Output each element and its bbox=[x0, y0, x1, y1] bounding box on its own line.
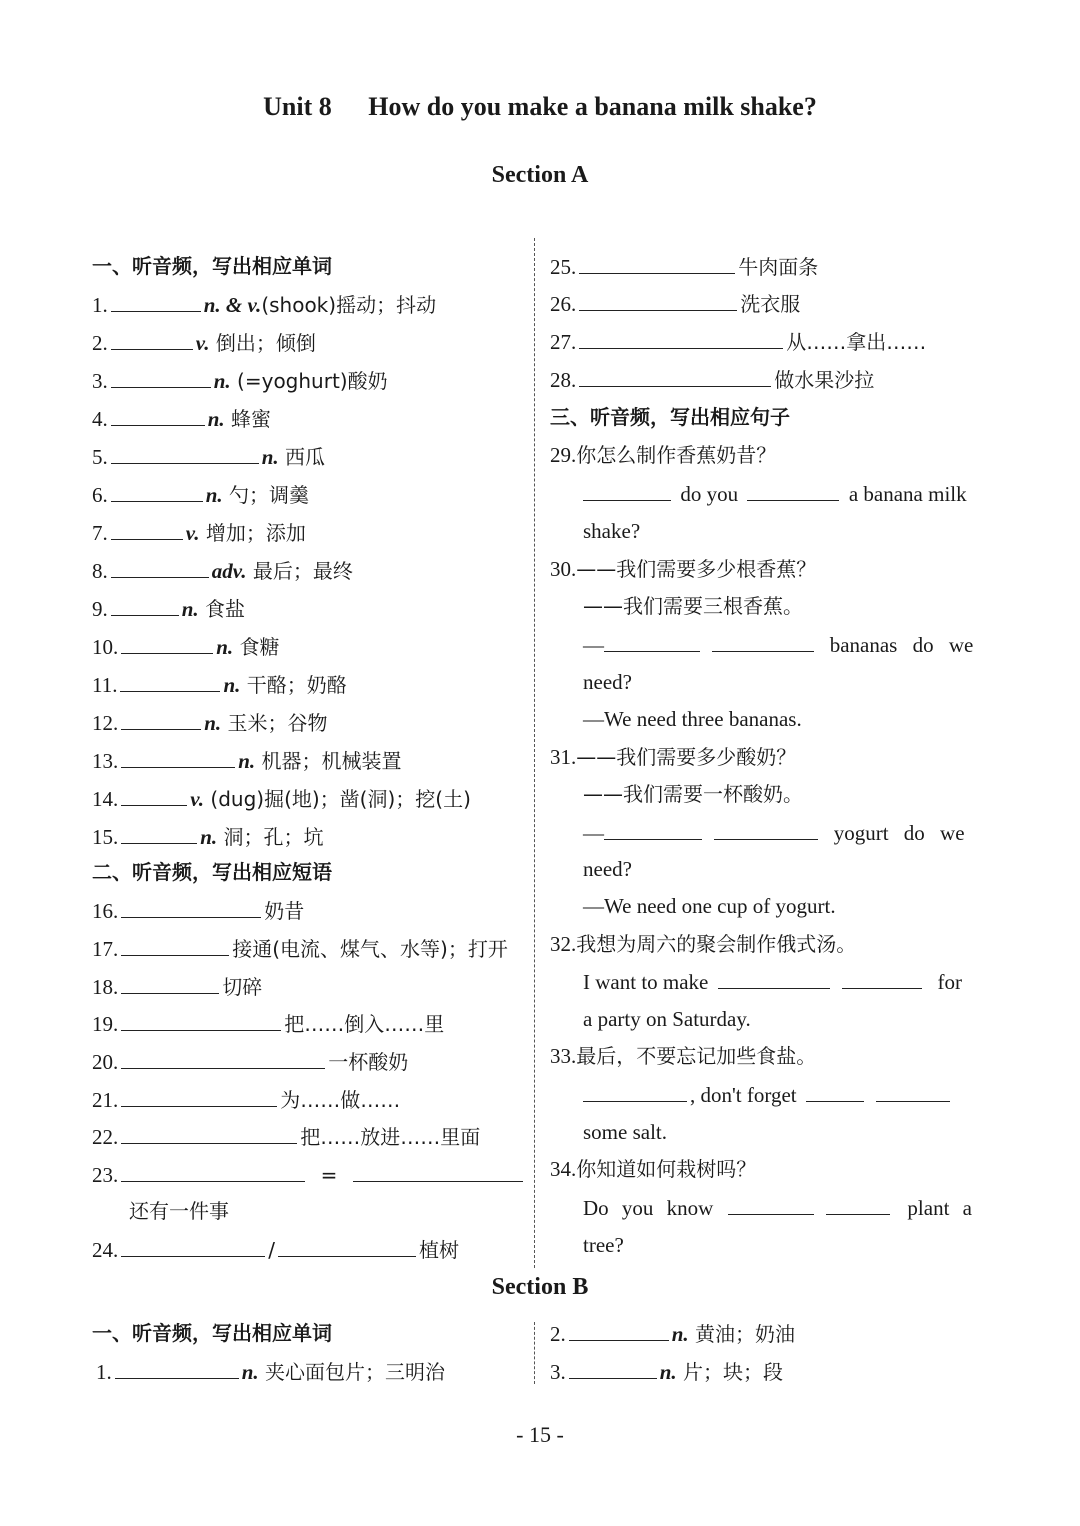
answer-blank[interactable] bbox=[353, 1161, 523, 1182]
sentence-33-line2: some salt. bbox=[583, 1120, 667, 1144]
answer-blank[interactable] bbox=[842, 968, 922, 989]
phrase-item-28: 28. 做水果沙拉 bbox=[550, 368, 875, 392]
answer-blank[interactable] bbox=[111, 291, 201, 312]
page-number: - 15 - bbox=[516, 1422, 564, 1447]
word-item-12: 12. n. 玉米；谷物 bbox=[92, 711, 328, 735]
answer-blank[interactable] bbox=[121, 1236, 265, 1257]
answer-blank[interactable] bbox=[826, 1194, 890, 1215]
answer-blank[interactable] bbox=[579, 328, 783, 349]
answer-blank[interactable] bbox=[111, 329, 193, 350]
answer-blank[interactable] bbox=[604, 631, 700, 652]
answer-blank[interactable] bbox=[121, 1123, 297, 1144]
answer-blank[interactable] bbox=[121, 709, 201, 730]
word-item-2: 2. v. 倒出；倾倒 bbox=[92, 331, 316, 355]
page-title bbox=[0, 92, 1080, 122]
word-item-3: 3. n. (=yoghurt)酸奶 bbox=[92, 369, 388, 393]
unit-question: How do you make a banana milk shake? bbox=[368, 92, 817, 121]
sentence-34-line2: tree? bbox=[583, 1233, 624, 1257]
sentence-30-prompt: 30.——我们需要多少根香蕉？ bbox=[550, 557, 817, 581]
section-b-heading: Section B bbox=[491, 1274, 589, 1300]
answer-blank[interactable] bbox=[579, 366, 771, 387]
sentence-32-line1: I want to make for bbox=[583, 970, 962, 994]
answer-blank[interactable] bbox=[712, 631, 814, 652]
sentence-32-prompt: 32.我想为周六的聚会制作俄式汤。 bbox=[550, 932, 857, 956]
heading-phrases: 二、听音频，写出相应短语 bbox=[92, 860, 332, 884]
answer-blank[interactable] bbox=[111, 595, 179, 616]
phrase-item-23-meaning: 还有一件事 bbox=[129, 1199, 229, 1223]
sentence-29-line2: shake? bbox=[583, 519, 641, 543]
answer-blank[interactable] bbox=[579, 290, 737, 311]
sentence-31-line1: — yogurt do we bbox=[583, 821, 965, 845]
answer-blank[interactable] bbox=[111, 443, 259, 464]
heading-words: 一、听音频，写出相应单词 bbox=[92, 254, 332, 278]
answer-blank[interactable] bbox=[115, 1358, 239, 1379]
sentence-31-answer: —We need one cup of yogurt. bbox=[583, 894, 836, 918]
unit-number: Unit 8 bbox=[263, 92, 332, 121]
phrase-item-19: 19. 把……倒入……里 bbox=[92, 1012, 445, 1036]
column-divider bbox=[534, 238, 535, 1268]
phrase-item-17: 17. 接通(电流、煤气、水等)；打开 bbox=[92, 937, 508, 961]
answer-blank[interactable] bbox=[120, 671, 220, 692]
sentence-30-line1: — bananas do we bbox=[583, 633, 974, 657]
answer-blank[interactable] bbox=[747, 480, 839, 501]
sentence-34-prompt: 34.你知道如何栽树吗？ bbox=[550, 1157, 757, 1181]
phrase-item-22: 22. 把……放进……里面 bbox=[92, 1125, 481, 1149]
word-item-9: 9. n. 食盐 bbox=[92, 597, 246, 621]
answer-blank[interactable] bbox=[121, 747, 235, 768]
section-a-heading: Section A bbox=[491, 162, 589, 188]
answer-blank[interactable] bbox=[111, 481, 203, 502]
answer-blank[interactable] bbox=[583, 480, 671, 501]
answer-blank[interactable] bbox=[806, 1081, 864, 1102]
heading-words-b: 一、听音频，写出相应单词 bbox=[92, 1321, 332, 1345]
answer-blank[interactable] bbox=[121, 897, 261, 918]
answer-blank[interactable] bbox=[121, 973, 219, 994]
answer-blank[interactable] bbox=[604, 819, 702, 840]
word-item-14: 14. v. (dug)掘(地)；凿(洞)；挖(土) bbox=[92, 787, 471, 811]
phrase-item-20: 20. 一杯酸奶 bbox=[92, 1050, 409, 1074]
answer-blank[interactable] bbox=[121, 823, 197, 844]
b-word-item-2: 2. n. 黄油；奶油 bbox=[550, 1322, 796, 1346]
answer-blank[interactable] bbox=[714, 819, 818, 840]
b-word-item-3: 3. n. 片；块；段 bbox=[550, 1360, 784, 1384]
sentence-29-prompt: 29.你怎么制作香蕉奶昔？ bbox=[550, 443, 777, 467]
column-divider-b bbox=[534, 1322, 535, 1384]
phrase-item-25: 25. 牛肉面条 bbox=[550, 255, 819, 279]
answer-blank[interactable] bbox=[579, 253, 735, 274]
answer-blank[interactable] bbox=[121, 935, 229, 956]
phrase-item-26: 26. 洗衣服 bbox=[550, 292, 801, 316]
sentence-31-prompt2: ——我们需要一杯酸奶。 bbox=[583, 782, 803, 806]
word-item-6: 6. n. 勺；调羹 bbox=[92, 483, 310, 507]
word-item-11: 11. n. 干酪；奶酪 bbox=[92, 673, 347, 697]
answer-blank[interactable] bbox=[121, 1161, 305, 1182]
sentence-33-prompt: 33.最后，不要忘记加些食盐。 bbox=[550, 1044, 817, 1068]
answer-blank[interactable] bbox=[121, 633, 213, 654]
sentence-33-line1: , don't forget bbox=[583, 1081, 953, 1108]
answer-blank[interactable] bbox=[111, 557, 209, 578]
heading-sentences: 三、听音频，写出相应句子 bbox=[550, 405, 790, 429]
answer-blank[interactable] bbox=[728, 1194, 814, 1215]
sentence-29-line1: do you a banana milk bbox=[583, 480, 967, 507]
word-item-1: 1. n. & v.(shook)摇动；抖动 bbox=[92, 293, 437, 317]
phrase-item-16: 16. 奶昔 bbox=[92, 899, 305, 923]
sentence-31-line2: need? bbox=[583, 857, 632, 881]
phrase-item-21: 21. 为……做…… bbox=[92, 1088, 401, 1112]
phrase-item-18: 18. 切碎 bbox=[92, 975, 263, 999]
answer-blank[interactable] bbox=[278, 1236, 416, 1257]
answer-blank[interactable] bbox=[121, 785, 187, 806]
answer-blank[interactable] bbox=[583, 1081, 687, 1102]
answer-blank[interactable] bbox=[569, 1320, 669, 1341]
sentence-32-line2: a party on Saturday. bbox=[583, 1007, 751, 1031]
word-item-15: 15. n. 洞；孔；坑 bbox=[92, 825, 324, 849]
answer-blank[interactable] bbox=[121, 1048, 325, 1069]
answer-blank[interactable] bbox=[569, 1358, 657, 1379]
phrase-item-27: 27. 从……拿出…… bbox=[550, 330, 927, 354]
phrase-item-23: 23. = bbox=[92, 1161, 526, 1188]
phrase-item-24: 24. / 植树 bbox=[92, 1238, 459, 1262]
word-item-10: 10. n. 食糖 bbox=[92, 635, 280, 659]
answer-blank[interactable] bbox=[111, 405, 205, 426]
b-word-item-1: 1. n. 夹心面包片；三明治 bbox=[96, 1360, 446, 1384]
answer-blank[interactable] bbox=[876, 1081, 950, 1102]
answer-blank[interactable] bbox=[111, 519, 183, 540]
answer-blank[interactable] bbox=[111, 367, 211, 388]
word-item-7: 7. v. 增加；添加 bbox=[92, 521, 306, 545]
sentence-30-line2: need? bbox=[583, 670, 632, 694]
sentence-30-answer: —We need three bananas. bbox=[583, 707, 802, 731]
sentence-31-prompt: 31.——我们需要多少酸奶？ bbox=[550, 745, 797, 769]
word-item-8: 8. adv. 最后；最终 bbox=[92, 559, 353, 583]
word-item-13: 13. n. 机器；机械装置 bbox=[92, 749, 402, 773]
answer-blank[interactable] bbox=[718, 968, 830, 989]
answer-blank[interactable] bbox=[121, 1010, 281, 1031]
sentence-34-line1: Do you know plant a bbox=[583, 1196, 972, 1220]
answer-blank[interactable] bbox=[121, 1086, 277, 1107]
word-item-5: 5. n. 西瓜 bbox=[92, 445, 326, 469]
word-item-4: 4. n. 蜂蜜 bbox=[92, 407, 272, 431]
sentence-30-prompt2: ——我们需要三根香蕉。 bbox=[583, 594, 803, 618]
